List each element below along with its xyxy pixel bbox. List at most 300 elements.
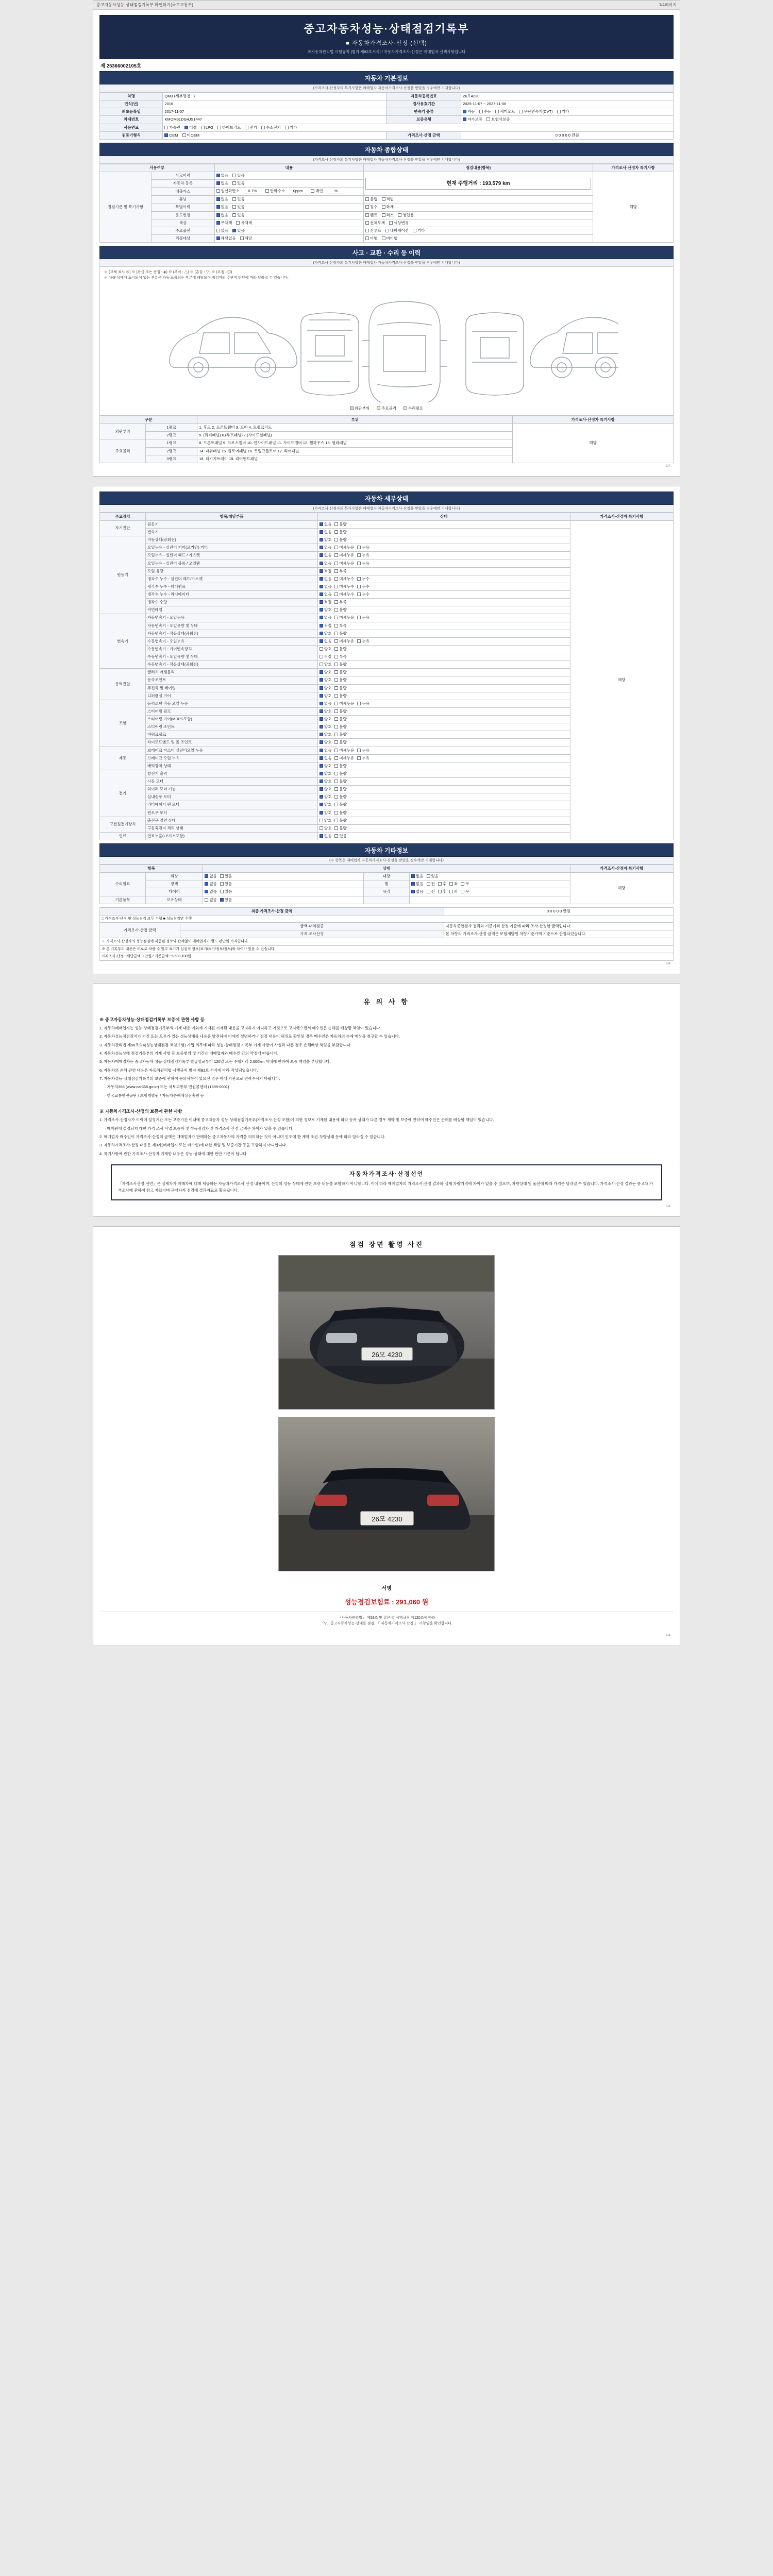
- detail-2-4-opt-0[interactable]: 양호: [320, 647, 332, 652]
- detail-1-1-opt-2[interactable]: 누유: [357, 545, 369, 550]
- etc-r-1-opt-2[interactable]: 후: [438, 882, 446, 887]
- detail-2-2-opt-1[interactable]: 불량: [334, 631, 347, 636]
- detail-1-5-opt-0[interactable]: 없음: [320, 577, 332, 582]
- overall-table: [99, 164, 674, 243]
- col-etc-note: 가격조사·산정자 특기사항: [570, 865, 673, 873]
- etc-r-2-opt-2[interactable]: 후: [438, 889, 446, 894]
- notice2-item-4: 4. 특기사항에 관한 가격조사·산정자 기재한 내용은 성능·상태에 대한 판단 기준이 됩니다.: [99, 1151, 248, 1156]
- detail-state-1-4[interactable]: [317, 567, 570, 575]
- detail-state-2-3[interactable]: [317, 637, 570, 645]
- detail-state-1-8[interactable]: [317, 599, 570, 606]
- detail-state-2-2[interactable]: [317, 630, 570, 637]
- checkbox-warranty-insurer[interactable]: 보험사보증: [486, 117, 510, 122]
- table-row: [100, 945, 674, 953]
- detail-4-0-opt-2[interactable]: 누유: [357, 701, 369, 706]
- detail-6-4-opt-0[interactable]: 양호: [320, 802, 332, 807]
- checkbox-fuel-diesel[interactable]: 디젤: [184, 125, 197, 130]
- detail-item-2-4: 수동변속기 - 기어변속장치: [146, 645, 318, 653]
- checkbox-fuel-electric[interactable]: 전기: [245, 125, 257, 130]
- detail-6-5-opt-1[interactable]: 불량: [334, 810, 347, 816]
- table-row: [100, 907, 674, 915]
- detail-state-4-1[interactable]: [317, 707, 570, 715]
- detail-1-2-opt-1[interactable]: 미세누유: [334, 553, 354, 558]
- etc-state-l-1[interactable]: [203, 880, 364, 888]
- detail-item-7-1: 구동축전지 격리 상태: [146, 824, 318, 832]
- overall-opt-options[interactable]: 없음 있음: [214, 227, 363, 234]
- detail-4-3-opt-1[interactable]: 불량: [334, 724, 347, 730]
- detail-1-3-opt-2[interactable]: 누유: [357, 561, 369, 566]
- detail-6-3-opt-0[interactable]: 양호: [320, 794, 332, 800]
- detail-1-0-opt-0[interactable]: 양호: [320, 537, 332, 543]
- value-car-name: QM3 (세부명칭 : ): [163, 93, 386, 100]
- detail-3-1-opt-1[interactable]: 불량: [334, 677, 347, 683]
- diagram-legend-row: [104, 403, 669, 411]
- detail-1-5-opt-2[interactable]: 누수: [357, 577, 369, 582]
- detail-state-1-0[interactable]: [317, 536, 570, 544]
- etc-state-r-1[interactable]: [410, 880, 570, 888]
- detail-item-2-5: 수동변속기 - 오일유량 및 상태: [146, 653, 318, 661]
- legend-outer-panel: 외판부위: [350, 405, 369, 411]
- detail-state-2-6[interactable]: [317, 661, 570, 669]
- overall-opt-usechange[interactable]: 없음 있음: [214, 211, 363, 219]
- detail-state-5-0[interactable]: [317, 747, 570, 754]
- detail-1-6-opt-1[interactable]: 미세누수: [334, 584, 354, 589]
- detail-1-1-opt-0[interactable]: 없음: [320, 545, 332, 550]
- detail-state-6-2[interactable]: [317, 786, 570, 793]
- detail-7-0-opt-0[interactable]: 양호: [320, 818, 332, 823]
- detail-3-2-opt-0[interactable]: 양호: [320, 686, 332, 691]
- detail-5-0-opt-0[interactable]: 없음: [320, 748, 332, 753]
- detail-item-4-4: 파워크랭크: [146, 731, 318, 739]
- detail-state-7-0[interactable]: [317, 817, 570, 824]
- detail-state-6-4[interactable]: [317, 801, 570, 809]
- overall-sub-recall[interactable]: 이행 미이행: [363, 234, 593, 242]
- price-note-2: ※ 본 기록부의 내용은 도로로 차량 수 있고 표기가 실질적 정보(표기/표기/정보/정보)와 차이가 있을 수 있습니다.: [100, 945, 674, 953]
- detail-1-3-opt-1[interactable]: 미세누유: [334, 561, 354, 566]
- detail-state-4-4[interactable]: [317, 731, 570, 739]
- signature-label: 서명: [381, 1585, 392, 1591]
- detail-2-6-opt-0[interactable]: 양호: [320, 662, 332, 667]
- footer-line-1: 「자동차관리법」 제58조 및 같은 법 시행규칙 제120조에 따라: [338, 1616, 435, 1620]
- detail-state-3-0[interactable]: [317, 669, 570, 676]
- notice-item-4: 5. 자동차매매업자는 중고자동차 성능·상태점검기록부 발급일로부터 120일 또는 주행거리 2,000km 이내에 한하여 보증 책임을 부담합니다.: [99, 1059, 331, 1064]
- detail-4-0-opt-0[interactable]: 없음: [320, 701, 332, 706]
- detail-item-6-4: 라디에이터 팬 모터: [146, 801, 318, 809]
- table-row: [100, 211, 674, 219]
- detail-group-7: 고전원전기장치: [100, 817, 146, 832]
- topbar-right: 1/4페이지: [659, 3, 677, 7]
- detail-state-4-3[interactable]: [317, 723, 570, 731]
- document-footer: [99, 1612, 674, 1633]
- table-row: [100, 100, 674, 108]
- detail-state-1-6[interactable]: [317, 583, 570, 590]
- label-warranty: 보증유형: [386, 116, 461, 124]
- section-etc-header: 자동차 기타정보: [99, 843, 674, 857]
- overall-opt-recall[interactable]: 해당없음 해당: [214, 234, 363, 242]
- detail-1-2-opt-0[interactable]: 없음: [320, 553, 332, 558]
- detail-item-2-1: 자동변속기 - 오일유량 및 상태: [146, 622, 318, 630]
- detail-state-4-2[interactable]: [317, 716, 570, 723]
- detail-1-8-opt-1[interactable]: 부족: [334, 600, 347, 605]
- col-detail-note: 가격조사·산정자 특기사항: [570, 513, 673, 520]
- etc-r-1-opt-1[interactable]: 전: [427, 882, 435, 887]
- overall-category: 점검기준 및 특기사항: [100, 172, 152, 242]
- detail-item-1-3: 오일누유 - 실린더 블록 / 오일팬: [146, 560, 318, 567]
- detail-item-3-3: 디퍼렌셜 기어: [146, 692, 318, 700]
- detail-state-6-5[interactable]: [317, 809, 570, 817]
- overall-opt-accident[interactable]: 없음 있음: [214, 172, 363, 179]
- car-diagram-svg: [155, 284, 618, 402]
- detail-6-0-opt-0[interactable]: 양호: [320, 771, 332, 776]
- checkbox-engine-nonoem[interactable]: 비OEM: [182, 133, 199, 138]
- detail-state-3-1[interactable]: [317, 676, 570, 684]
- rank-desc-2: 5. (쿼터패널) 6.(루프패널) 7.(사이드실패널): [197, 432, 513, 439]
- checkbox-fuel-hybrid[interactable]: 하이브리드: [217, 125, 241, 130]
- plate-text-front: 26모 4230: [372, 1350, 402, 1359]
- final-price-title: 최종 가격조사·산정 금액: [100, 907, 444, 915]
- detail-6-4-opt-1[interactable]: 불량: [334, 802, 347, 807]
- table-row: [100, 131, 674, 139]
- value-transmission: [461, 108, 674, 116]
- detail-state-0-0[interactable]: [317, 520, 570, 528]
- detail-3-2-opt-1[interactable]: 불량: [334, 686, 347, 691]
- detail-1-1-opt-1[interactable]: 미세누유: [334, 545, 354, 550]
- detail-8-0-opt-0[interactable]: 없음: [320, 834, 332, 839]
- detail-3-3-opt-1[interactable]: 불량: [334, 693, 347, 699]
- detail-6-3-opt-1[interactable]: 불량: [334, 794, 347, 800]
- etc-state-l-0[interactable]: [203, 873, 364, 880]
- detail-state-6-1[interactable]: [317, 778, 570, 786]
- notice-item-6: 7. 자동차성능·상태점검기록부의 보증에 관하여 문의사항이 있으신 경우 아래 기관으로 연락주시기 바랍니다.: [99, 1076, 280, 1081]
- section-accident-header: 사고 · 교환 · 수리 등 이력: [99, 246, 674, 259]
- detail-state-4-0[interactable]: [317, 700, 570, 707]
- detail-1-6-opt-2[interactable]: 누수: [357, 584, 369, 589]
- mileage-value: 현재 주행거리 : 193,579 km: [365, 178, 591, 190]
- detail-state-6-3[interactable]: [317, 793, 570, 801]
- rank-group-frame: 주요골격: [100, 439, 146, 463]
- detail-1-7-opt-1[interactable]: 미세누수: [334, 592, 354, 597]
- table-row: [100, 124, 674, 131]
- etc-r-2-opt-0[interactable]: 없음: [411, 889, 424, 894]
- overall-opt-tuning[interactable]: 없음 있음: [214, 196, 363, 204]
- etc-r-2-opt-1[interactable]: 전: [427, 889, 435, 894]
- detail-4-1-opt-0[interactable]: 양호: [320, 709, 332, 714]
- etc-state-r-0[interactable]: [410, 873, 570, 880]
- detail-2-3-opt-1[interactable]: 미세누유: [334, 639, 354, 644]
- checkbox-warranty-self[interactable]: 자가보증: [463, 117, 482, 122]
- checkbox-fuel-etc[interactable]: 기타: [285, 125, 297, 130]
- etc-item-r-3: [363, 896, 409, 904]
- table-row: [100, 116, 674, 124]
- detail-state-1-2[interactable]: [317, 552, 570, 560]
- table-header-row: [100, 865, 674, 873]
- detail-2-2-opt-0[interactable]: 양호: [320, 631, 332, 636]
- page-mark-2: 2/4: [665, 961, 670, 965]
- notice-list-1: [99, 1025, 674, 1099]
- etc-item-r-2: 유리: [363, 888, 409, 896]
- detail-item-6-3: 실내송풍 모터: [146, 793, 318, 801]
- detail-0-0-opt-1[interactable]: 불량: [334, 522, 347, 527]
- notice-title: 유 의 사 항: [363, 997, 410, 1006]
- etc-l-0-opt-1[interactable]: 있음: [220, 874, 232, 879]
- detail-0-1-opt-0[interactable]: 없음: [320, 530, 332, 535]
- etc-l-2-opt-0[interactable]: 없음: [205, 889, 217, 894]
- detail-8-0-opt-1[interactable]: 있음: [334, 834, 347, 839]
- overall-sub-special[interactable]: 침수 화재: [363, 204, 593, 211]
- detail-state-5-2[interactable]: [317, 762, 570, 770]
- value-fuel: [163, 124, 674, 131]
- etc-group-basic: 기본품목: [100, 896, 146, 904]
- detail-2-3-opt-0[interactable]: 없음: [320, 639, 332, 644]
- detail-7-1-opt-0[interactable]: 양호: [320, 826, 332, 831]
- checkbox-fuel-lpg[interactable]: LPG: [201, 125, 213, 130]
- detail-2-4-opt-1[interactable]: 불량: [334, 647, 347, 652]
- detail-2-5-opt-0[interactable]: 적정: [320, 654, 332, 659]
- table-row: [100, 915, 674, 922]
- detail-4-3-opt-0[interactable]: 양호: [320, 724, 332, 730]
- etc-item-r-1: 휠: [363, 880, 409, 888]
- rank-desc-5: 18. 패키지트레이 19. 리어엔드패널: [197, 455, 513, 463]
- table-header-row: [100, 164, 674, 172]
- etc-r-1-opt-3[interactable]: 좌: [449, 882, 458, 887]
- detail-state-2-0[interactable]: [317, 614, 570, 622]
- detail-1-4-opt-0[interactable]: 적정: [320, 569, 332, 574]
- detail-1-2-opt-2[interactable]: 누유: [357, 553, 369, 558]
- detail-4-0-opt-1[interactable]: 미세누유: [334, 701, 354, 706]
- detail-5-1-opt-1[interactable]: 미세누유: [334, 756, 354, 761]
- detail-item-4-3: 스티어링 조인트: [146, 723, 318, 731]
- detail-0-0-opt-0[interactable]: 없음: [320, 522, 332, 527]
- detail-1-4-opt-1[interactable]: 부족: [334, 569, 347, 574]
- overall-sub-color[interactable]: 전체도색 색상변경: [363, 219, 593, 227]
- detail-2-0-opt-0[interactable]: 없음: [320, 615, 332, 620]
- detail-1-0-opt-1[interactable]: 불량: [334, 537, 347, 543]
- overall-sub-options[interactable]: 선루프 내비게이션 기타: [363, 227, 593, 234]
- overall-opt-color[interactable]: 무채색 유채색: [214, 219, 363, 227]
- detail-state-1-1[interactable]: [317, 544, 570, 552]
- detail-3-0-opt-1[interactable]: 불량: [334, 670, 347, 675]
- detail-state-1-9[interactable]: [317, 606, 570, 614]
- table-row: [100, 227, 674, 234]
- detail-6-2-opt-1[interactable]: 불량: [334, 787, 347, 792]
- detail-5-2-opt-0[interactable]: 양호: [320, 764, 332, 769]
- detail-5-0-opt-1[interactable]: 미세누유: [334, 748, 354, 753]
- etc-r-1-opt-4[interactable]: 우: [461, 882, 469, 887]
- detail-6-1-opt-0[interactable]: 양호: [320, 779, 332, 784]
- checkbox-engine-oem[interactable]: OEM: [164, 133, 178, 138]
- detail-item-6-5: 윈도우 모터: [146, 809, 318, 817]
- price-note-3: 가격조사·산정 : 해당금액 0 만원 / 기준금액 : 5,630,100원: [100, 953, 674, 960]
- detail-item-1-9: 커먼레일: [146, 606, 318, 614]
- label-engine: 원동기형식: [100, 131, 163, 139]
- rank-no-2: 2랭크: [146, 432, 197, 439]
- topbar-left: 중고자동차성능·상태점검기록부 확인하기(국토교통부): [96, 3, 193, 7]
- basic-info-table: [99, 92, 674, 140]
- detail-state-4-5[interactable]: [317, 739, 570, 747]
- value-year: 2016: [163, 100, 386, 108]
- etc-l-3-opt-0[interactable]: 없음: [205, 897, 217, 903]
- detail-4-5-opt-1[interactable]: 불량: [334, 740, 347, 745]
- etc-l-1-opt-1[interactable]: 있음: [220, 882, 232, 887]
- detail-state-7-1[interactable]: [317, 824, 570, 832]
- page-subtitle: ■ 자동차가격조사·산정 (선택): [346, 40, 427, 46]
- detail-4-4-opt-0[interactable]: 양호: [320, 732, 332, 737]
- checkbox-trans-manual[interactable]: 수동: [479, 109, 492, 114]
- detail-3-1-opt-0[interactable]: 양호: [320, 677, 332, 683]
- etc-r-0-opt-0[interactable]: 없음: [411, 874, 424, 879]
- detail-state-1-5[interactable]: [317, 575, 570, 583]
- detail-2-0-opt-1[interactable]: 미세누유: [334, 615, 354, 620]
- detail-2-3-opt-2[interactable]: 누유: [357, 639, 369, 644]
- detail-7-0-opt-1[interactable]: 불량: [334, 818, 347, 823]
- detail-6-0-opt-1[interactable]: 불량: [334, 771, 347, 776]
- detail-1-8-opt-0[interactable]: 적정: [320, 600, 332, 605]
- detail-2-1-opt-0[interactable]: 적정: [320, 623, 332, 629]
- col-part: 항목/해당부품: [146, 513, 318, 520]
- section-basic-header: 자동차 기본정보: [99, 71, 674, 84]
- doc-body-3: [93, 984, 680, 1216]
- detail-7-1-opt-1[interactable]: 불량: [334, 826, 347, 831]
- detail-item-6-0: 발전기 출력: [146, 770, 318, 777]
- document-title-block: [99, 15, 674, 59]
- etc-state-l-2[interactable]: [203, 888, 364, 896]
- detail-state-5-1[interactable]: [317, 754, 570, 762]
- detail-2-5-opt-1[interactable]: 부족: [334, 654, 347, 659]
- checkbox-trans-etc[interactable]: 기타: [557, 109, 569, 114]
- price-row-1-label: 가격·조사산정: [180, 930, 444, 938]
- detail-item-3-1: 등속조인트: [146, 676, 318, 684]
- detail-5-0-opt-2[interactable]: 누유: [357, 748, 369, 753]
- detail-state-3-3[interactable]: [317, 692, 570, 700]
- doc-body: [93, 10, 680, 476]
- document-page-2: [93, 486, 680, 974]
- guarantee-box: [111, 1164, 662, 1200]
- price-checkbox-row[interactable]: □ 가격조사·산정 및 성능점검 모두 수행 ■ 성능점검만 수행: [100, 915, 674, 922]
- etc-item-r-0: 내장: [363, 873, 409, 880]
- detail-6-2-opt-0[interactable]: 양호: [320, 787, 332, 792]
- detail-5-1-opt-2[interactable]: 누유: [357, 756, 369, 761]
- etc-r-1-opt-0[interactable]: 없음: [411, 882, 424, 887]
- detail-1-7-opt-2[interactable]: 누수: [357, 592, 369, 597]
- col-rank-div: 구분: [100, 416, 197, 424]
- etc-r-0-opt-1[interactable]: 있음: [427, 874, 439, 879]
- detail-5-1-opt-0[interactable]: 없음: [320, 756, 332, 761]
- detail-5-2-opt-1[interactable]: 불량: [334, 764, 347, 769]
- detail-state-8-0[interactable]: [317, 832, 570, 840]
- browser-topbar: [93, 1, 680, 10]
- etc-state-r-2[interactable]: [410, 888, 570, 896]
- detail-state-6-0[interactable]: [317, 770, 570, 777]
- overall-item-tuning: 튜닝: [152, 196, 214, 204]
- table-header-row: [100, 416, 674, 424]
- doc-body-2: [93, 486, 680, 974]
- detail-item-3-0: 클러치 어셈블리: [146, 669, 318, 676]
- detail-4-2-opt-1[interactable]: 불량: [334, 717, 347, 722]
- detail-3-0-opt-0[interactable]: 양호: [320, 670, 332, 675]
- checkbox-trans-cvt[interactable]: 무단변속기(CVT): [519, 109, 552, 114]
- detail-4-5-opt-0[interactable]: 양호: [320, 740, 332, 745]
- overall-item-special: 특별이력: [152, 204, 214, 211]
- detail-3-3-opt-0[interactable]: 양호: [320, 693, 332, 699]
- checkbox-trans-auto[interactable]: 자동: [463, 109, 475, 114]
- col-etc-item: 항목: [100, 865, 203, 873]
- etc-r-2-opt-4[interactable]: 우: [461, 889, 469, 894]
- checkbox-fuel-hydrogen[interactable]: 수소전기: [261, 125, 281, 130]
- etc-state-l-3[interactable]: [203, 896, 364, 904]
- detail-2-1-opt-1[interactable]: 부족: [334, 623, 347, 629]
- detail-state-0-1[interactable]: [317, 529, 570, 536]
- value-price-estimate: 0 0 0 0 0 만원: [461, 131, 674, 139]
- detail-state-3-2[interactable]: [317, 684, 570, 692]
- detail-item-2-3: 수동변속기 - 오일누유: [146, 637, 318, 645]
- detail-1-5-opt-1[interactable]: 미세누수: [334, 577, 354, 582]
- overall-sub-tuning[interactable]: 불법 적법: [363, 196, 593, 204]
- detail-state-2-5[interactable]: [317, 653, 570, 661]
- overall-sub-usechange[interactable]: 렌트 리스 영업용: [363, 211, 593, 219]
- detail-4-4-opt-1[interactable]: 불량: [334, 732, 347, 737]
- detail-state-1-7[interactable]: [317, 591, 570, 599]
- detail-item-6-2: 와이퍼 모터 기능: [146, 786, 318, 793]
- checkbox-trans-semi[interactable]: 세미오토: [495, 109, 515, 114]
- col-note: 가격조사·산정자 특기사항: [593, 164, 674, 172]
- detail-4-2-opt-0[interactable]: 양호: [320, 717, 332, 722]
- detail-4-1-opt-1[interactable]: 불량: [334, 709, 347, 714]
- detail-1-7-opt-0[interactable]: 없음: [320, 592, 332, 597]
- detail-state-2-1[interactable]: [317, 622, 570, 630]
- detail-group-1: 원동기: [100, 536, 146, 614]
- value-engine: [163, 131, 386, 139]
- footer-line-2: 「Ⅴ」중고자동차성능·상태를 점검, 「 자동차가격조사·산정 」 사항임을 확인합니다.: [321, 1621, 452, 1625]
- detail-1-6-opt-0[interactable]: 없음: [320, 584, 332, 589]
- etc-l-3-opt-1[interactable]: 있음: [220, 897, 232, 903]
- price-note-1: ※ 가격조사·산정자의 성능점검에 제공된 정보와 관계없이 매매업자가 별도 판단한 가격입니다.: [100, 938, 674, 945]
- detail-6-1-opt-1[interactable]: 불량: [334, 779, 347, 784]
- etc-state-r-3[interactable]: [410, 896, 570, 904]
- etc-item-l-0: 외장: [146, 873, 203, 880]
- etc-l-1-opt-0[interactable]: 없음: [205, 882, 217, 887]
- overall-item-registration: 자동차 등록: [152, 180, 214, 188]
- col-rank-note: 가격조사·산정자 특기사항: [513, 416, 674, 424]
- detail-6-5-opt-0[interactable]: 양호: [320, 810, 332, 816]
- detail-state-1-3[interactable]: [317, 560, 570, 567]
- notice-item-3: 4. 자동차성능상태 점검기록부의 기재 사항 등 보증범위 및 기간은 매매업자와 매수인 간의 약정에 따릅니다.: [99, 1050, 278, 1056]
- col-etc-state: 상태: [203, 865, 570, 873]
- detail-2-0-opt-2[interactable]: 누유: [357, 615, 369, 620]
- notice-head-2: ※ 자동차가격조사·산정의 보증에 관한 사항: [99, 1109, 182, 1114]
- final-price-table: [99, 907, 674, 961]
- etc-l-2-opt-1[interactable]: 있음: [220, 889, 232, 894]
- detail-2-6-opt-1[interactable]: 불량: [334, 662, 347, 667]
- document-number: 제 25366002105호: [100, 63, 142, 69]
- detail-1-3-opt-0[interactable]: 없음: [320, 561, 332, 566]
- etc-l-0-opt-0[interactable]: 없음: [205, 874, 217, 879]
- detail-state-2-4[interactable]: [317, 645, 570, 653]
- overall-opt-emission[interactable]: 일산화탄소 0.7% 탄화수소 0ppm 매연 %: [214, 188, 363, 196]
- accident-diagram: [99, 267, 674, 416]
- table-row: [100, 923, 674, 930]
- detail-0-1-opt-1[interactable]: 불량: [334, 530, 347, 535]
- checkbox-fuel-gasoline[interactable]: 가솔린: [164, 125, 180, 130]
- document-page-4: [93, 1226, 680, 1646]
- page-mark-4: 4/4: [665, 1633, 670, 1637]
- etc-r-2-opt-3[interactable]: 좌: [449, 889, 458, 894]
- detail-1-9-opt-1[interactable]: 불량: [334, 607, 347, 613]
- etc-item-l-2: 타이어: [146, 888, 203, 896]
- overall-opt-registration[interactable]: 없음 있음: [214, 180, 363, 188]
- legend-frame: 주요골격: [377, 405, 396, 411]
- detail-1-9-opt-0[interactable]: 양호: [320, 607, 332, 613]
- overall-opt-special[interactable]: 없음 있음: [214, 204, 363, 211]
